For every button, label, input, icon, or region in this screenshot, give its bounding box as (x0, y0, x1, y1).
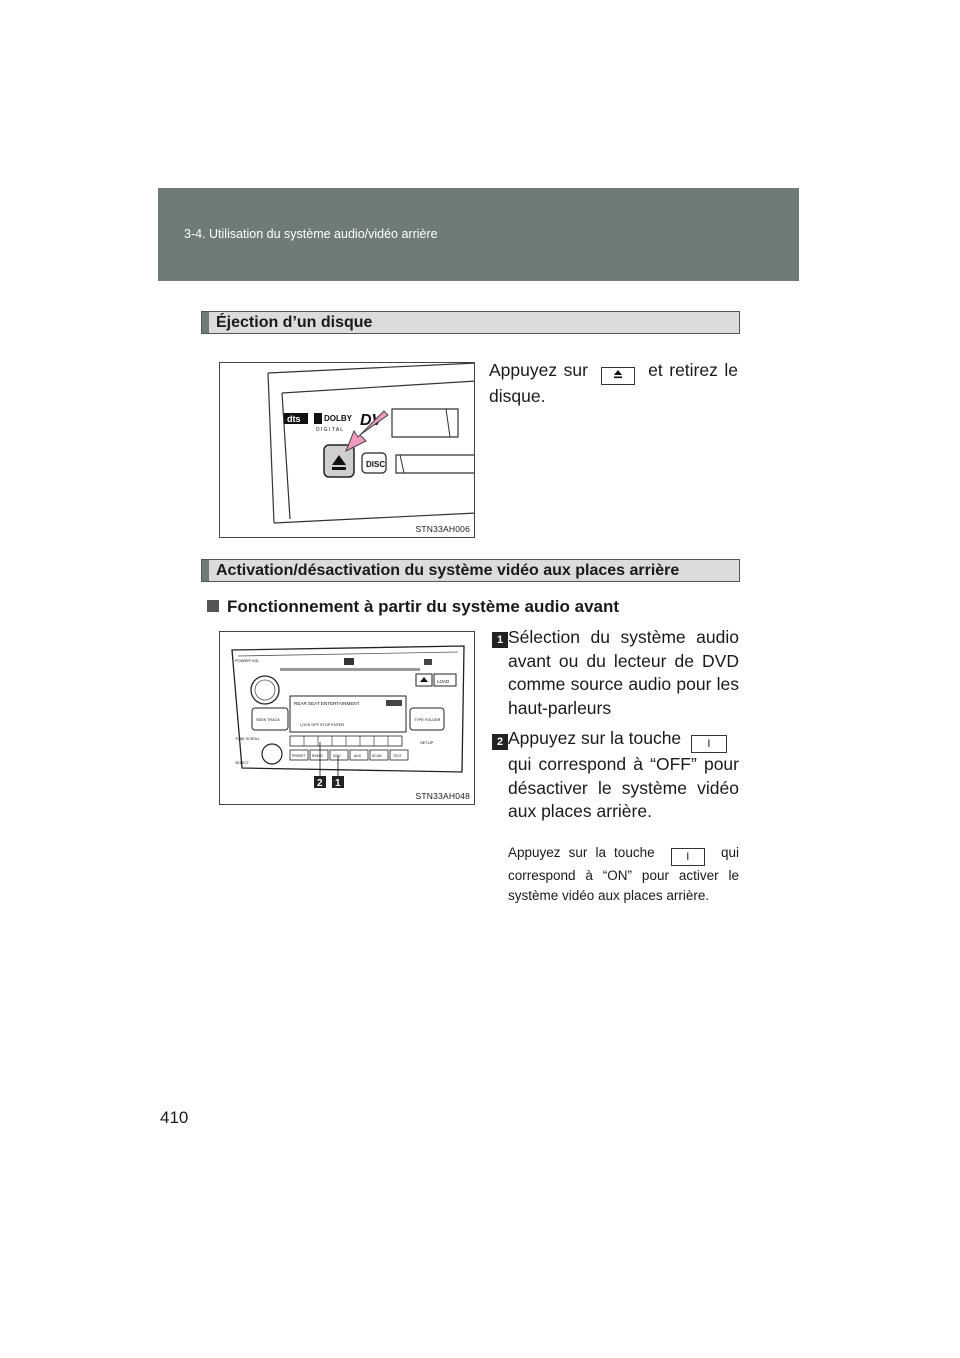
eject-key (601, 367, 635, 385)
section-title-eject-text: Éjection d’un disque (216, 314, 373, 331)
disc-button-label-2: DISC (333, 754, 342, 758)
step-1-text: Sélection du système audio avant ou du lecteur de DVD comme source audio pour les haut-parleurs (508, 627, 739, 718)
eject-drawing (220, 363, 475, 538)
callout-2: 2 (317, 778, 323, 789)
load-label: LOAD (437, 679, 450, 684)
figure-caption: STN33AH006 (415, 524, 470, 534)
step-2-text (508, 727, 739, 824)
audio-panel-illustration (219, 631, 475, 805)
eject-illustration (219, 362, 475, 538)
power-vol-label: POWER·VOL (235, 658, 260, 663)
on-key (671, 848, 705, 866)
rse-label: REAR SEAT ENTERTAINMENT (294, 701, 360, 706)
select-label: SELECT (235, 761, 249, 765)
preset-button-label: PRESET (292, 754, 306, 758)
subheading-text: Fonctionnement à partir du système audio avant (227, 597, 620, 616)
dts-logo: dts (287, 414, 301, 424)
note-text (508, 843, 739, 906)
audio-panel-drawing (220, 632, 475, 805)
scan-button-label: SCAN (372, 754, 382, 758)
type-folder-label: TYPE FOLDER (414, 718, 441, 722)
setup-label: SETUP (420, 740, 434, 745)
callout-1: 1 (335, 778, 341, 789)
section-title-eject (201, 311, 740, 334)
page-number: 410 (160, 1108, 189, 1127)
on-key-symbol: I (686, 851, 690, 863)
step-1-badge (492, 630, 508, 648)
section-title-rear-video-text: Activation/désactivation du système vidéo aux places arrière (216, 562, 680, 579)
subheading-front-audio (207, 597, 619, 617)
aux-button-label: AUX (354, 754, 361, 758)
soft-keys-label: LOCK OFF STOP ENTER (300, 723, 345, 727)
off-key-symbol: I (707, 738, 711, 750)
eject-instruction (489, 359, 738, 409)
figure-caption-2: STN33AH048 (415, 791, 470, 801)
off-key (691, 735, 727, 753)
disc-button-label: DISC (366, 460, 386, 469)
radio-button-label: RADIO (312, 754, 323, 758)
step-2-badge (492, 732, 508, 750)
text-button-label: TEXT (393, 754, 402, 758)
step-1-number: 1 (492, 632, 508, 648)
chapter-header (158, 188, 799, 281)
dvd-logo: DV (360, 412, 383, 429)
square-bullet-icon (207, 600, 219, 612)
eject-instruction-post: et retirez le disque. (489, 360, 739, 406)
seek-track-label: SEEK TRACK (256, 718, 280, 722)
eject-instruction-pre: Appuyez sur (489, 360, 588, 380)
digital-label: D I G I T A L (316, 427, 344, 433)
step-2-number: 2 (492, 734, 508, 750)
tune-scroll-label: TUNE SCROLL (235, 737, 261, 741)
chapter-title: 3-4. Utilisation du système audio/vidéo arrière (184, 227, 438, 241)
eject-icon (613, 369, 623, 379)
step-2-post: qui correspond à “OFF” pour désactiver le système vidéo aux places arrière. (508, 754, 739, 821)
step-2-pre: Appuyez sur la touche (508, 728, 682, 748)
dolby-logo: DOLBY (324, 414, 352, 423)
section-title-rear-video (201, 559, 740, 582)
note-post: qui correspond à “ON” pour activer le système vidéo aux places arrière. (508, 845, 739, 903)
note-pre: Appuyez sur la touche (508, 845, 655, 860)
